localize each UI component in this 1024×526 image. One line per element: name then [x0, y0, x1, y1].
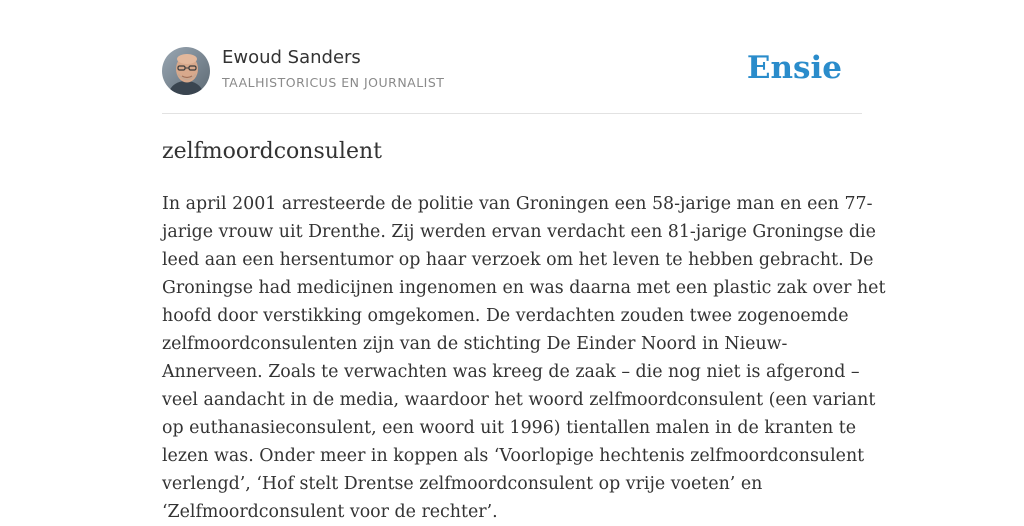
body-line: hoofd door verstikking omgekomen. De verdachten zouden twee zogenoemde — [162, 306, 849, 326]
avatar-image — [162, 47, 210, 95]
body-line: jarige vrouw uit Drenthe. Zij werden ervan verdacht een 81-jarige Groningse die — [162, 222, 876, 242]
body-line: lezen was. Onder meer in koppen als ‘Voorlopige hechtenis zelfmoordconsulent — [162, 446, 865, 466]
entry-title: zelfmoordconsulent — [162, 139, 382, 164]
author-header — [162, 46, 862, 96]
author-role: TAALHISTORICUS EN JOURNALIST — [222, 75, 445, 90]
body-line: verlengd’, ‘Hof stelt Drentse zelfmoordconsulent op vrije voeten’ en — [162, 474, 763, 494]
author-name[interactable]: Ewoud Sanders — [222, 47, 361, 68]
body-line: ‘Zelfmoordconsulent voor de rechter’. — [162, 502, 498, 522]
body-line: veel aandacht in de media, waardoor het woord zelfmoordconsulent (een variant — [162, 390, 876, 410]
avatar[interactable] — [162, 47, 210, 95]
body-line: In april 2001 arresteerde de politie van Groningen een 58-jarige man en een 77- — [162, 194, 873, 214]
body-line: Groningse had medicijnen ingenomen en was daarna met een plastic zak over het — [162, 278, 886, 298]
body-line: zelfmoordconsulenten zijn van de stichting De Einder Noord in Nieuw- — [162, 334, 788, 354]
body-line: leed aan een hersentumor op haar verzoek om het leven te hebben gebracht. De — [162, 250, 874, 270]
entry-body — [162, 190, 886, 526]
entry-card — [162, 0, 886, 522]
body-line: op euthanasieconsulent, een woord uit 1996) tientallen malen in de kranten te — [162, 418, 857, 438]
body-line: Annerveen. Zoals te verwachten was kreeg de zaak – die nog niet is afgerond – — [162, 362, 860, 382]
header-divider — [162, 113, 862, 114]
brand-logo[interactable]: Ensie — [746, 50, 842, 86]
